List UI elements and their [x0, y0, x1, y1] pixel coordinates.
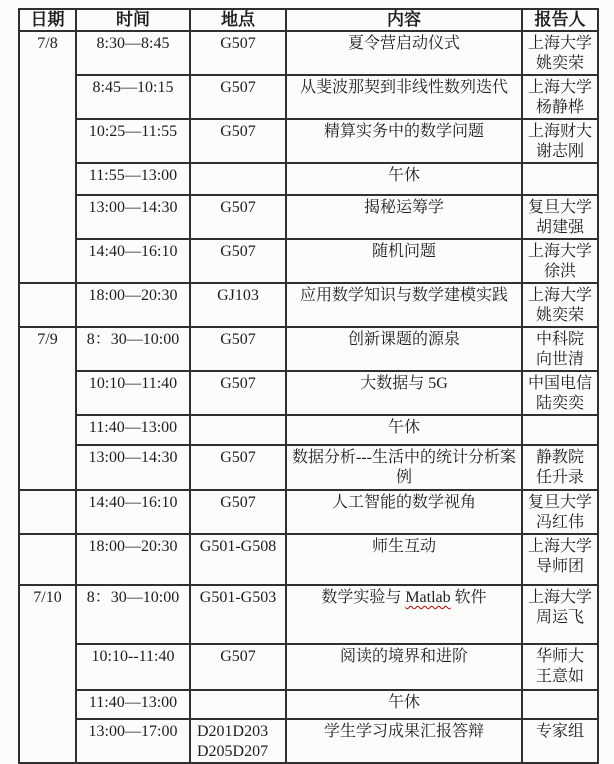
- location-cell: G507: [190, 371, 286, 415]
- speaker-organization: 上海大学: [527, 287, 592, 304]
- date-cell: [19, 490, 76, 534]
- content-cell: 随机问题: [286, 239, 522, 283]
- speaker-organization: 复旦大学: [527, 199, 592, 216]
- location-cell: [190, 163, 286, 195]
- speaker-cell: [522, 283, 598, 327]
- content-cell: 数据分析---生活中的统计分析案例: [286, 445, 522, 490]
- speaker-organization: 上海大学: [527, 243, 592, 260]
- content-cell: 大数据与 5G: [286, 371, 522, 415]
- speaker-cell: [522, 195, 598, 239]
- spellcheck-underlined-word: Matlab: [405, 589, 451, 606]
- speaker-cell: [522, 163, 598, 195]
- location-cell: [190, 690, 286, 719]
- date-cell: 7/10: [19, 585, 76, 763]
- date-cell: 7/9: [19, 327, 76, 490]
- column-header-0: 日期: [19, 9, 76, 31]
- time-cell: 13:00—17:00: [76, 719, 190, 763]
- content-cell: 应用数学知识与数学建模实践: [286, 283, 522, 327]
- time-cell: 10:10—11:40: [76, 371, 190, 415]
- speaker-cell: [522, 644, 598, 690]
- speaker-organization: 中国电信: [527, 375, 592, 392]
- speaker-name: 陆奕奕: [535, 395, 584, 412]
- table-row: [19, 644, 598, 690]
- content-cell: 揭秘运筹学: [286, 195, 522, 239]
- table-row: [19, 371, 598, 415]
- content-cell: 师生互动: [286, 534, 522, 585]
- time-cell: 8:30—8:45: [76, 31, 190, 75]
- time-cell: 18:00—20:30: [76, 534, 190, 585]
- header-row: [19, 9, 598, 31]
- table-row: [19, 490, 598, 534]
- speaker-name: 周运飞: [535, 609, 584, 626]
- location-cell: GJ103: [190, 283, 286, 327]
- speaker-name: 冯红伟: [535, 514, 584, 531]
- table-row: [19, 445, 598, 490]
- location-cell: G501-G508: [190, 534, 286, 585]
- content-cell: 午休: [286, 415, 522, 445]
- speaker-organization: 华师大: [535, 648, 584, 665]
- schedule-table: [18, 8, 599, 764]
- time-cell: 8:45—10:15: [76, 75, 190, 119]
- content-cell: 数学实验与 Matlab 软件: [286, 585, 522, 644]
- content-cell: 学生学习成果汇报答辩: [286, 719, 522, 763]
- speaker-organization: 静教院: [535, 449, 584, 466]
- table-row: [19, 119, 598, 163]
- time-cell: 18:00—20:30: [76, 283, 190, 327]
- date-cell: 7/8: [19, 31, 76, 283]
- speaker-organization: 上海财大: [527, 123, 592, 140]
- location-cell: G507: [190, 445, 286, 490]
- speaker-organization: 上海大学: [527, 35, 592, 52]
- speaker-cell: [522, 690, 598, 719]
- time-cell: 10:10--11:40: [76, 644, 190, 690]
- speaker-organization: 复旦大学: [527, 494, 592, 511]
- time-cell: 8：30—10:00: [76, 585, 190, 644]
- table-row: [19, 327, 598, 371]
- location-cell: G507: [190, 327, 286, 371]
- speaker-organization: 上海大学: [527, 79, 592, 96]
- speaker-name: 任升录: [535, 469, 584, 486]
- location-cell: G507: [190, 195, 286, 239]
- speaker-cell: [522, 31, 598, 75]
- speaker-organization: 中科院: [535, 331, 584, 348]
- content-cell: 人工智能的数学视角: [286, 490, 522, 534]
- location-line: D205D207: [197, 743, 269, 760]
- time-cell: 14:40—16:10: [76, 490, 190, 534]
- table-row: [19, 195, 598, 239]
- time-cell: 13:00—14:30: [76, 445, 190, 490]
- table-row: [19, 585, 598, 644]
- time-cell: 10:25—11:55: [76, 119, 190, 163]
- speaker-cell: [522, 371, 598, 415]
- speaker-organization: 专家组: [535, 723, 584, 740]
- speaker-cell: [522, 119, 598, 163]
- content-cell: 夏令营启动仪式: [286, 31, 522, 75]
- content-cell: 午休: [286, 690, 522, 719]
- schedule-body: [19, 31, 598, 763]
- location-cell: G507: [190, 31, 286, 75]
- time-cell: 14:40—16:10: [76, 239, 190, 283]
- date-cell: [19, 283, 76, 327]
- speaker-name: 徐洪: [543, 263, 576, 280]
- speaker-name: 杨静桦: [535, 99, 584, 116]
- column-header-3: 内容: [286, 9, 522, 31]
- table-row: [19, 534, 598, 585]
- location-cell: G501-G503: [190, 585, 286, 644]
- speaker-name: 胡建强: [535, 219, 584, 236]
- speaker-cell: [522, 75, 598, 119]
- time-cell: 11:40—13:00: [76, 415, 190, 445]
- table-row: [19, 719, 598, 763]
- location-line: D201D203: [197, 723, 269, 740]
- date-cell: [19, 534, 76, 585]
- time-cell: 11:40—13:00: [76, 690, 190, 719]
- speaker-name: 导师团: [535, 558, 584, 575]
- column-header-2: 地点: [190, 9, 286, 31]
- speaker-cell: [522, 719, 598, 763]
- table-row: [19, 163, 598, 195]
- time-cell: 8：30—10:00: [76, 327, 190, 371]
- speaker-organization: 上海大学: [527, 538, 592, 555]
- speaker-name: 姚奕荣: [535, 307, 584, 324]
- table-row: [19, 690, 598, 719]
- speaker-name: 王意如: [535, 668, 584, 685]
- speaker-name: 向世清: [535, 351, 584, 368]
- speaker-cell: [522, 490, 598, 534]
- location-cell: G507: [190, 490, 286, 534]
- speaker-name: 姚奕荣: [535, 55, 584, 72]
- speaker-cell: [522, 415, 598, 445]
- table-row: [19, 75, 598, 119]
- table-row: [19, 283, 598, 327]
- speaker-cell: [522, 534, 598, 585]
- speaker-cell: [522, 327, 598, 371]
- time-cell: 13:00—14:30: [76, 195, 190, 239]
- location-cell: G507: [190, 119, 286, 163]
- location-cell: G507: [190, 75, 286, 119]
- column-header-1: 时间: [76, 9, 190, 31]
- speaker-cell: [522, 585, 598, 644]
- time-cell: 11:55—13:00: [76, 163, 190, 195]
- table-row: [19, 239, 598, 283]
- location-cell: [190, 415, 286, 445]
- content-cell: 精算实务中的数学问题: [286, 119, 522, 163]
- speaker-name: 谢志刚: [535, 143, 584, 160]
- location-cell: G507: [190, 239, 286, 283]
- location-cell: [190, 719, 286, 763]
- speaker-cell: [522, 239, 598, 283]
- content-cell: 午休: [286, 163, 522, 195]
- speaker-organization: 上海大学: [527, 589, 592, 606]
- table-row: [19, 31, 598, 75]
- table-row: [19, 415, 598, 445]
- speaker-cell: [522, 445, 598, 490]
- location-cell: G507: [190, 644, 286, 690]
- content-cell: 从斐波那契到非线性数列迭代: [286, 75, 522, 119]
- column-header-4: 报告人: [522, 9, 598, 31]
- content-cell: 创新课题的源泉: [286, 327, 522, 371]
- content-cell: 阅读的境界和进阶: [286, 644, 522, 690]
